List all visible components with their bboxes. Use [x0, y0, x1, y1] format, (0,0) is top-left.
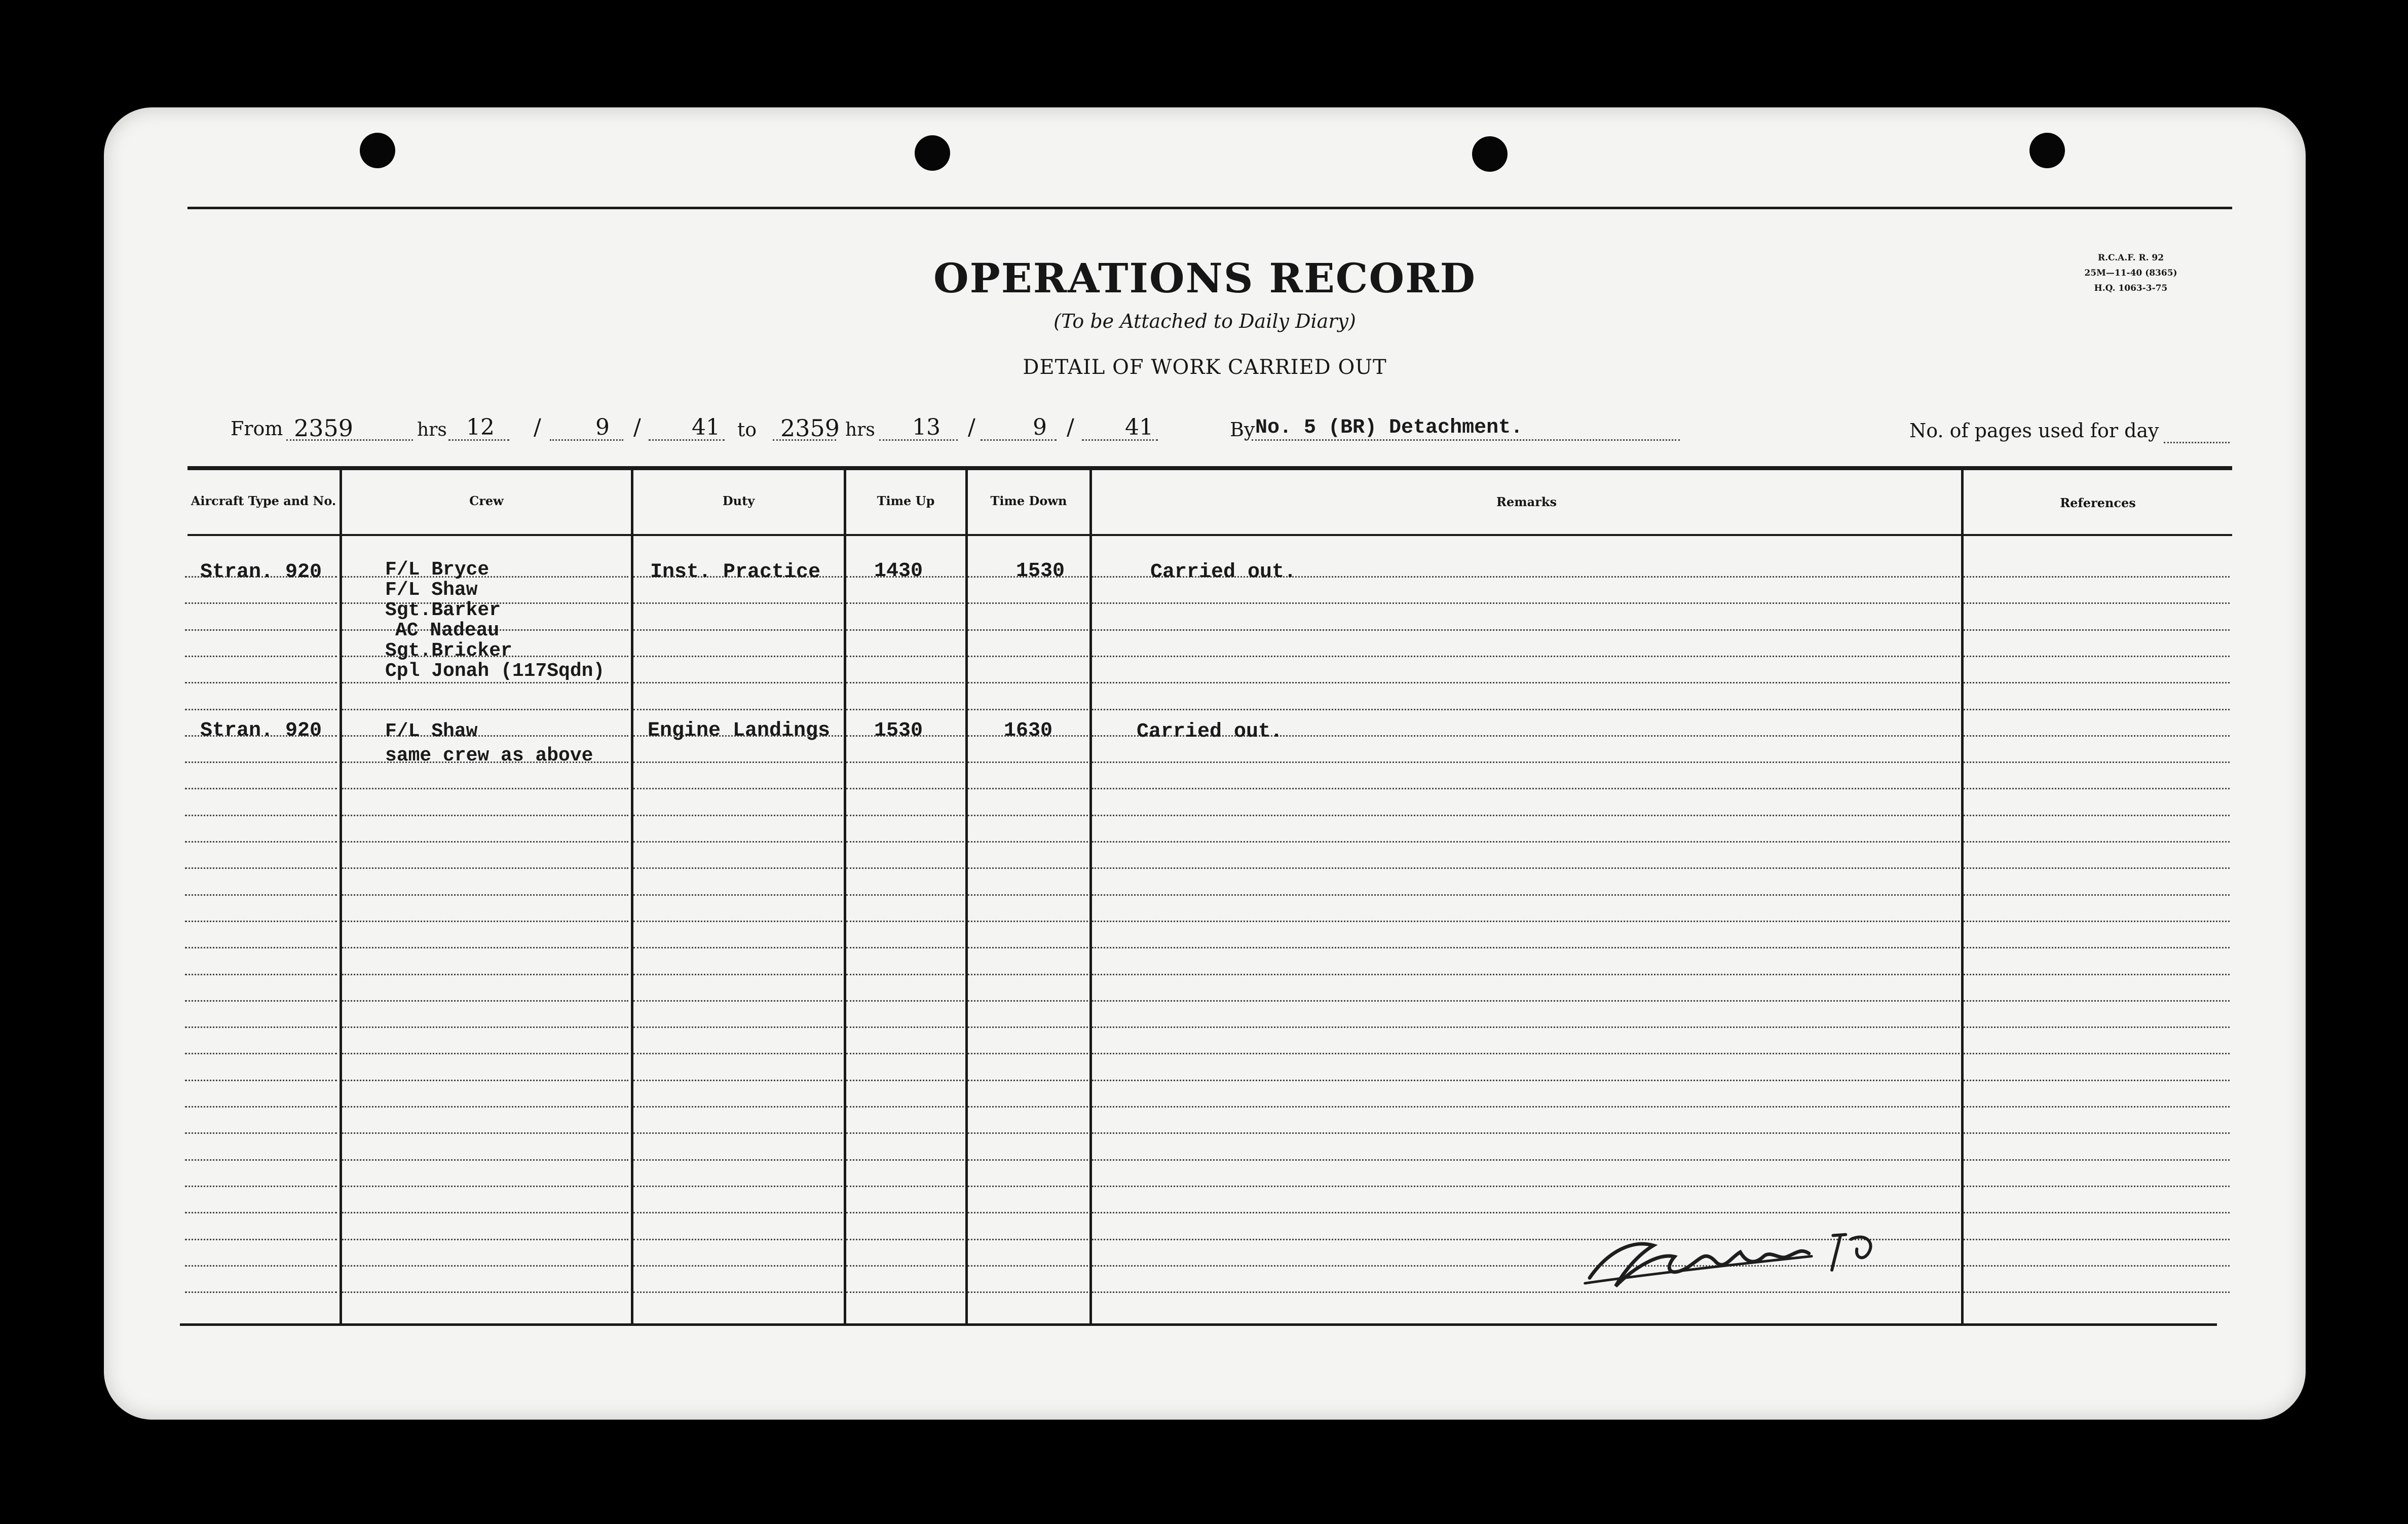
ruling-line — [633, 761, 842, 763]
ruling-line — [633, 682, 842, 683]
ruling-line — [968, 1265, 1088, 1267]
dotted-leader — [649, 439, 725, 441]
crew-member: Sgt.Barker — [385, 599, 501, 621]
ruling-line — [633, 1186, 842, 1187]
column-header-references: References — [2060, 496, 2136, 510]
form-code-line: R.C.A.F. R. 92 — [2097, 253, 2164, 263]
ruling-line — [342, 1239, 628, 1240]
time-up-cell: 1430 — [874, 560, 923, 583]
ruling-line — [185, 656, 337, 657]
ruling-line — [342, 1265, 628, 1267]
ruling-line — [185, 1080, 337, 1081]
ruling-line — [846, 1106, 964, 1108]
ruling-line — [633, 867, 842, 869]
ruling-line — [846, 788, 964, 789]
ruling-line — [633, 947, 842, 948]
ruling-line — [846, 656, 964, 657]
ruling-line — [968, 921, 1088, 922]
ruling-line — [968, 815, 1088, 816]
duty-cell: Engine Landings — [648, 719, 831, 742]
column-rule — [631, 470, 633, 1324]
to-day: 13 — [912, 414, 940, 440]
ruling-line — [1964, 1106, 2230, 1108]
to-label: to — [737, 418, 757, 441]
ruling-line — [968, 629, 1088, 631]
by-label: By — [1230, 418, 1255, 441]
ruling-line — [846, 602, 964, 604]
ruling-line — [846, 921, 964, 922]
binder-hole — [2029, 133, 2065, 168]
ruling-line — [1092, 815, 1960, 816]
column-rule — [1089, 470, 1092, 1324]
ruling-line — [1964, 1132, 2230, 1134]
dotted-leader — [1082, 439, 1158, 441]
ruling-line — [185, 602, 337, 604]
ruling-line — [1092, 921, 1960, 922]
crew-member: AC Nadeau — [395, 620, 500, 641]
ruling-line — [1964, 1026, 2230, 1028]
ruling-line — [846, 682, 964, 683]
ruling-line — [633, 1239, 842, 1240]
ruling-line — [1964, 1265, 2230, 1267]
ruling-line — [968, 1132, 1088, 1134]
ruling-line — [1964, 1053, 2230, 1054]
ruling-line — [1092, 629, 1960, 631]
dotted-leader — [448, 439, 509, 441]
ruling-line — [342, 682, 628, 683]
ruling-line — [968, 894, 1088, 896]
ruling-line — [342, 974, 628, 975]
ruling-line — [342, 1212, 628, 1213]
time-down-cell: 1630 — [1004, 719, 1053, 742]
ruling-line — [633, 1132, 842, 1134]
signature-scribble — [1575, 1201, 1895, 1304]
ruling-line — [968, 1159, 1088, 1161]
ruling-line — [185, 1026, 337, 1028]
dotted-leader — [286, 439, 413, 441]
crew-member: F/L Bryce — [385, 559, 490, 581]
ruling-line — [185, 1239, 337, 1240]
ruling-line — [846, 974, 964, 975]
ruling-line — [1092, 867, 1960, 869]
ruling-line — [1092, 1132, 1960, 1134]
ruling-line — [968, 1212, 1088, 1213]
ruling-line — [1964, 1291, 2230, 1293]
ruling-line — [633, 921, 842, 922]
ruling-line — [1964, 1000, 2230, 1002]
ruling-line — [968, 1080, 1088, 1081]
column-header-time-down: Time Down — [990, 493, 1067, 508]
from-time: 2359 — [294, 414, 354, 442]
ruling-line — [846, 894, 964, 896]
from-month: 9 — [595, 414, 610, 440]
ruling-line — [185, 1291, 337, 1293]
ruling-line — [1092, 1186, 1960, 1187]
ruling-line — [846, 867, 964, 869]
to-month: 9 — [1033, 414, 1047, 440]
officer-signature — [1575, 1201, 1895, 1316]
ruling-line — [185, 1212, 337, 1213]
ruling-line — [342, 1291, 628, 1293]
dotted-leader — [879, 439, 958, 441]
ruling-line — [633, 1053, 842, 1054]
ruling-line — [846, 1080, 964, 1081]
ruling-line — [968, 788, 1088, 789]
ruling-line — [185, 815, 337, 816]
column-rule — [844, 470, 846, 1324]
ruling-line — [846, 841, 964, 843]
form-code-line: 25M—11-40 (8365) — [2084, 268, 2177, 278]
dotted-leader — [550, 439, 623, 441]
header-bottom-rule — [187, 534, 2232, 536]
ruling-line — [968, 1053, 1088, 1054]
ruling-line — [342, 1080, 628, 1081]
crew-member: Sgt.Bricker — [385, 640, 512, 662]
ruling-line — [633, 709, 842, 710]
ruling-line — [1964, 1212, 2230, 1213]
binder-hole — [1472, 136, 1508, 172]
ruling-line — [1092, 894, 1960, 896]
ruling-line — [342, 1053, 628, 1054]
ruling-line — [633, 815, 842, 816]
crew-member: Cpl Jonah (117Sqdn) — [385, 660, 605, 682]
ruling-line — [1964, 894, 2230, 896]
ruling-line — [185, 709, 337, 710]
column-rule — [1961, 470, 1964, 1324]
ruling-line — [185, 974, 337, 975]
ruling-line — [846, 1159, 964, 1161]
ruling-line — [968, 602, 1088, 604]
ruling-line — [968, 682, 1088, 683]
ruling-line — [1092, 788, 1960, 789]
ruling-line — [633, 894, 842, 896]
crew-cell — [385, 719, 593, 768]
ruling-line — [342, 947, 628, 948]
ruling-line — [185, 921, 337, 922]
ruling-line — [633, 629, 842, 631]
column-rule — [340, 470, 342, 1324]
ruling-line — [1964, 1159, 2230, 1161]
crew-member: F/L Shaw — [385, 579, 478, 601]
ruling-line — [342, 894, 628, 896]
ruling-line — [1964, 682, 2230, 683]
ruling-line — [633, 1000, 842, 1002]
dotted-leader — [981, 439, 1057, 441]
ruling-line — [1092, 709, 1960, 710]
remarks-cell: Carried out. — [1137, 720, 1283, 743]
table-bottom-rule — [180, 1323, 2217, 1326]
ruling-line — [846, 1186, 964, 1187]
ruling-line — [185, 1000, 337, 1002]
ruling-line — [342, 867, 628, 869]
remarks-cell: Carried out. — [1150, 561, 1297, 584]
date-separator: / — [968, 414, 975, 440]
ruling-line — [1964, 974, 2230, 975]
to-time: 2359 — [780, 414, 840, 442]
operations-record-card — [104, 107, 2306, 1420]
ruling-line — [342, 815, 628, 816]
ruling-line — [846, 629, 964, 631]
crew-member: F/L Shaw — [385, 720, 478, 742]
ruling-line — [185, 1265, 337, 1267]
section-heading: DETAIL OF WORK CARRIED OUT — [1023, 356, 1387, 379]
by-unit: No. 5 (BR) Detachment. — [1255, 416, 1523, 439]
ruling-line — [633, 1212, 842, 1213]
ruling-line — [185, 788, 337, 789]
date-separator: / — [633, 414, 641, 440]
crew-member: same crew as above — [385, 745, 593, 767]
pages-label: No. of pages used for day — [1909, 420, 2159, 442]
ruling-line — [1964, 815, 2230, 816]
ruling-line — [1964, 867, 2230, 869]
crew-cell — [385, 560, 605, 681]
ruling-line — [846, 1000, 964, 1002]
ruling-line — [185, 1186, 337, 1187]
ruling-line — [342, 1106, 628, 1108]
ruling-line — [633, 1159, 842, 1161]
dotted-leader — [773, 439, 836, 441]
ruling-line — [968, 656, 1088, 657]
ruling-line — [846, 761, 964, 763]
ruling-line — [1092, 947, 1960, 948]
page-subtitle: (To be Attached to Daily Diary) — [1054, 310, 1356, 332]
ruling-line — [1964, 788, 2230, 789]
table-top-rule — [187, 466, 2232, 470]
ruling-line — [633, 1106, 842, 1108]
ruling-line — [846, 947, 964, 948]
ruling-line — [342, 1132, 628, 1134]
ruling-line — [633, 602, 842, 604]
ruling-line — [185, 761, 337, 763]
ruling-line — [633, 974, 842, 975]
ruling-line — [846, 1026, 964, 1028]
ruling-line — [968, 1026, 1088, 1028]
ruling-line — [1092, 602, 1960, 604]
ruling-line — [342, 1026, 628, 1028]
ruling-line — [1964, 841, 2230, 843]
dotted-leader — [2164, 442, 2230, 443]
ruling-line — [846, 1053, 964, 1054]
hrs-label: hrs — [417, 420, 447, 440]
ruling-line — [185, 682, 337, 683]
ruling-line — [633, 656, 842, 657]
dotted-leader — [1252, 439, 1680, 441]
from-year: 41 — [692, 414, 720, 440]
ruling-line — [1092, 974, 1960, 975]
ruling-line — [968, 947, 1088, 948]
ruling-line — [1964, 1239, 2230, 1240]
aircraft-cell: Stran. 920 — [200, 561, 322, 584]
ruling-line — [1964, 709, 2230, 710]
ruling-line — [342, 841, 628, 843]
time-down-cell: 1530 — [1016, 560, 1065, 583]
ruling-line — [185, 841, 337, 843]
ruling-line — [185, 629, 337, 631]
from-day: 12 — [466, 414, 495, 440]
ruling-line — [968, 709, 1088, 710]
ruling-line — [968, 974, 1088, 975]
duty-cell: Inst. Practice — [650, 561, 821, 584]
ruling-line — [968, 761, 1088, 763]
ruling-line — [1964, 1080, 2230, 1081]
date-separator: / — [1067, 414, 1074, 440]
ruling-line — [846, 1212, 964, 1213]
ruling-line — [185, 947, 337, 948]
ruling-line — [1964, 735, 2230, 737]
ruling-line — [185, 1132, 337, 1134]
ruling-line — [1964, 1186, 2230, 1187]
ruling-line — [185, 867, 337, 869]
ruling-line — [846, 815, 964, 816]
ruling-line — [633, 788, 842, 789]
column-rule — [965, 470, 968, 1324]
ruling-line — [1092, 761, 1960, 763]
ruling-line — [968, 867, 1088, 869]
binder-hole — [915, 135, 950, 171]
ruling-line — [1092, 1159, 1960, 1161]
ruling-line — [1092, 682, 1960, 683]
ruling-line — [1092, 1026, 1960, 1028]
ruling-line — [342, 709, 628, 710]
aircraft-cell: Stran. 920 — [200, 719, 322, 742]
ruling-line — [968, 1186, 1088, 1187]
ruling-line — [1092, 656, 1960, 657]
ruling-line — [968, 1000, 1088, 1002]
top-rule — [187, 207, 2232, 209]
ruling-line — [1964, 947, 2230, 948]
ruling-line — [1964, 761, 2230, 763]
hrs-label: hrs — [845, 420, 875, 440]
ruling-line — [342, 788, 628, 789]
ruling-line — [1092, 841, 1960, 843]
ruling-line — [846, 709, 964, 710]
ruling-line — [968, 841, 1088, 843]
ruling-line — [185, 1106, 337, 1108]
column-header-duty: Duty — [722, 493, 755, 508]
ruling-line — [1964, 656, 2230, 657]
form-code-line: H.Q. 1063-3-75 — [2094, 283, 2168, 293]
column-header-crew: Crew — [469, 493, 504, 508]
ruling-line — [1964, 629, 2230, 631]
ruling-line — [342, 1000, 628, 1002]
ruling-line — [968, 1106, 1088, 1108]
ruling-line — [633, 1265, 842, 1267]
ruling-line — [185, 1053, 337, 1054]
ruling-line — [968, 1239, 1088, 1240]
ruling-line — [342, 1186, 628, 1187]
ruling-line — [968, 1291, 1088, 1293]
ruling-line — [633, 841, 842, 843]
ruling-line — [342, 921, 628, 922]
ruling-line — [846, 1291, 964, 1293]
binder-hole — [360, 133, 395, 168]
ruling-line — [633, 1080, 842, 1081]
ruling-line — [185, 894, 337, 896]
ruling-line — [846, 1132, 964, 1134]
ruling-line — [633, 1026, 842, 1028]
ruling-line — [342, 1159, 628, 1161]
ruling-line — [1092, 1053, 1960, 1054]
ruling-line — [1092, 1080, 1960, 1081]
time-up-cell: 1530 — [874, 719, 923, 742]
ruling-line — [846, 1265, 964, 1267]
column-header-remarks: Remarks — [1496, 494, 1557, 509]
ruling-line — [1964, 576, 2230, 578]
ruling-line — [846, 1239, 964, 1240]
ruling-line — [1092, 1106, 1960, 1108]
ruling-line — [633, 1291, 842, 1293]
ruling-line — [185, 1159, 337, 1161]
ruling-line — [1964, 921, 2230, 922]
date-separator: / — [534, 414, 541, 440]
ruling-line — [1964, 602, 2230, 604]
page-title: OPERATIONS RECORD — [933, 254, 1477, 302]
column-header-aircraft: Aircraft Type and No. — [191, 493, 336, 508]
from-label: From — [231, 417, 283, 440]
to-year: 41 — [1125, 414, 1153, 440]
column-header-time-up: Time Up — [877, 493, 935, 508]
ruling-line — [1092, 1000, 1960, 1002]
